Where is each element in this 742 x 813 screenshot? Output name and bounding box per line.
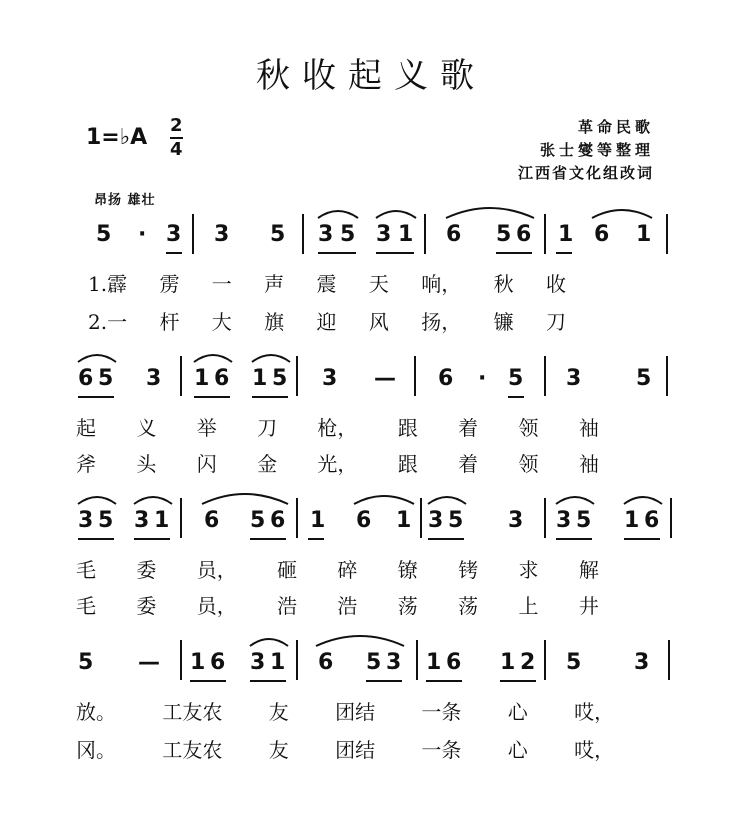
time-top: 2 [170, 115, 183, 136]
barline [180, 640, 182, 680]
note: 6 [438, 366, 454, 391]
note: 5 [566, 650, 582, 675]
underline [308, 538, 324, 540]
credit-lyricist: 江西省文化组改词 [517, 164, 654, 182]
slur [316, 204, 360, 220]
underline [190, 680, 226, 682]
barline [180, 498, 182, 538]
barline [296, 498, 298, 538]
underline [250, 680, 286, 682]
dot: · [138, 222, 147, 247]
note: 5 [496, 222, 512, 247]
note: 3 [134, 508, 150, 533]
note: 3 [250, 650, 266, 675]
note: 1 [500, 650, 516, 675]
note: 6 [270, 508, 286, 533]
dot: · [478, 366, 487, 391]
slur [132, 490, 174, 506]
note: 5 [78, 650, 94, 675]
slur [352, 488, 416, 506]
note: 3 [166, 222, 182, 247]
underline [426, 680, 462, 682]
barline [544, 356, 546, 396]
note: 1 [310, 508, 326, 533]
note: 5 [96, 222, 112, 247]
underline [134, 538, 170, 540]
note: 1 [398, 222, 414, 247]
barline [544, 498, 546, 538]
barline [420, 498, 422, 538]
note: 3 [376, 222, 392, 247]
time-signature [170, 116, 183, 160]
note: 5 [98, 508, 114, 533]
note: 6 [318, 650, 334, 675]
barline [296, 640, 298, 680]
note: 3 [146, 366, 162, 391]
lyrics-verse2-row2: 斧 头 闪 金 光， 跟 着 领 袖 [76, 452, 599, 476]
note: 6 [204, 508, 220, 533]
underline [250, 538, 286, 540]
note: 3 [508, 508, 524, 533]
barline [666, 214, 668, 254]
note: 5 [250, 508, 266, 533]
note: 5 [272, 366, 288, 391]
underline [78, 396, 114, 398]
underline [508, 396, 524, 398]
song-title: 秋收起义歌 [256, 56, 486, 96]
note: 3 [428, 508, 444, 533]
note: 3 [386, 650, 402, 675]
underline [166, 252, 182, 254]
dash: — [374, 366, 396, 391]
note: 6 [78, 366, 94, 391]
underline [366, 680, 402, 682]
note: 3 [78, 508, 94, 533]
lyrics-verse1-row2: 起 义 举 刀 枪， 跟 着 领 袖 [76, 416, 599, 440]
time-bottom: 4 [170, 139, 183, 160]
note: 3 [566, 366, 582, 391]
barline [668, 640, 670, 680]
underline [500, 680, 536, 682]
note: 6 [210, 650, 226, 675]
barline [424, 214, 426, 254]
lyrics-verse2-row1: 2.一 杆 大 旗 迎 风 扬， 镰 刀 [88, 310, 566, 334]
note: 3 [318, 222, 334, 247]
slur [76, 348, 118, 364]
barline [670, 498, 672, 538]
note: 3 [556, 508, 572, 533]
slur [250, 348, 292, 364]
lyrics-verse2-row4: 冈。 工友农 友 团结 一条 心 哎， [76, 738, 615, 762]
note: 3 [214, 222, 230, 247]
note: 1 [194, 366, 210, 391]
lyrics-verse1-row4: 放。 工友农 友 团结 一条 心 哎， [76, 700, 615, 724]
note: 6 [516, 222, 532, 247]
note: 6 [214, 366, 230, 391]
credit-arranger: 张士燮等整理 [539, 141, 654, 159]
key-signature: 1=♭A [86, 125, 148, 150]
barline [416, 640, 418, 680]
note: 6 [446, 650, 462, 675]
tempo-marking: 昂扬 雄壮 [94, 193, 156, 208]
credit-origin: 革命民歌 [577, 118, 654, 136]
note: 5 [340, 222, 356, 247]
slur [76, 490, 118, 506]
note: 1 [270, 650, 286, 675]
barline [302, 214, 304, 254]
slur [426, 490, 468, 506]
underline [78, 538, 114, 540]
slur [374, 204, 418, 220]
note: 1 [636, 222, 652, 247]
underline [376, 252, 414, 254]
slur [554, 490, 596, 506]
lyrics-verse1-row3: 毛 委 员， 砸 碎 镣 铐 求 解 [76, 558, 599, 582]
underline [556, 538, 592, 540]
barline [544, 640, 546, 680]
note: 2 [520, 650, 536, 675]
slur [192, 348, 234, 364]
barline [666, 356, 668, 396]
note: 1 [154, 508, 170, 533]
note: 1 [396, 508, 412, 533]
note: 5 [448, 508, 464, 533]
note: 1 [558, 222, 574, 247]
note: 3 [634, 650, 650, 675]
note: 6 [594, 222, 610, 247]
note: 1 [252, 366, 268, 391]
note: 5 [366, 650, 382, 675]
underline [624, 538, 660, 540]
lyrics-verse2-row3: 毛 委 员， 浩 浩 荡 荡 上 井 [76, 594, 599, 618]
barline [544, 214, 546, 254]
underline [428, 538, 464, 540]
note: 6 [446, 222, 462, 247]
slur [590, 202, 654, 220]
barline [296, 356, 298, 396]
note: 1 [190, 650, 206, 675]
note: 5 [636, 366, 652, 391]
note: 6 [356, 508, 372, 533]
lyrics-verse1-row1: 1.霹 雳 一 声 震 天 响， 秋 收 [88, 272, 566, 296]
underline [496, 252, 532, 254]
note: 5 [270, 222, 286, 247]
slur [248, 632, 290, 648]
note: 5 [98, 366, 114, 391]
underline [194, 396, 230, 398]
note: 5 [508, 366, 524, 391]
slur [200, 486, 290, 506]
slur [444, 200, 536, 220]
note: 1 [624, 508, 640, 533]
underline [318, 252, 356, 254]
underline [556, 252, 572, 254]
note: 3 [322, 366, 338, 391]
barline [414, 356, 416, 396]
underline [252, 396, 288, 398]
note: 5 [576, 508, 592, 533]
note: 6 [644, 508, 660, 533]
dash: — [138, 650, 160, 675]
slur [314, 628, 406, 648]
slur [622, 490, 664, 506]
barline [180, 356, 182, 396]
note: 1 [426, 650, 442, 675]
barline [192, 214, 194, 254]
